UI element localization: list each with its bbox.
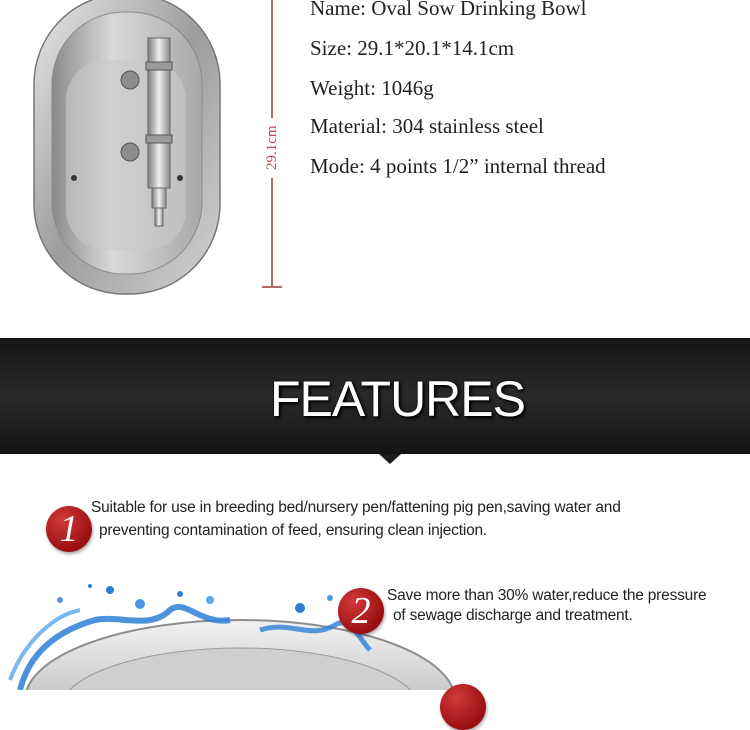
feature-2-line-1: Save more than 30% water,reduce the pressure (387, 587, 707, 604)
dimension-line-cap (262, 286, 282, 288)
feature-2-badge: 2 (338, 588, 384, 634)
product-section (0, 0, 750, 338)
dimension-label: 29.1cm (258, 118, 286, 178)
spec-material: Material: 304 stainless steel (310, 114, 544, 138)
feature-3-badge-partial (440, 684, 486, 730)
spec-name: Name: Oval Sow Drinking Bowl (310, 0, 587, 20)
spec-size: Size: 29.1*20.1*14.1cm (310, 36, 515, 60)
spec-weight: Weight: 1046g (310, 76, 434, 100)
spec-mode: Mode: 4 points 1/2” internal thread (310, 154, 606, 178)
banner-notch (379, 454, 401, 464)
feature-1-line-1: Suitable for use in breeding bed/nursery pen/fattening pig pen,saving water and (91, 499, 621, 516)
feature-2-line-2: of sewage discharge and treatment. (393, 607, 633, 624)
drinking-bowl-image (30, 0, 240, 300)
features-title: FEATURES (270, 371, 525, 427)
feature-1-badge: 1 (46, 506, 92, 552)
feature-1-line-2: preventing contamination of feed, ensuring clean injection. (99, 522, 488, 539)
